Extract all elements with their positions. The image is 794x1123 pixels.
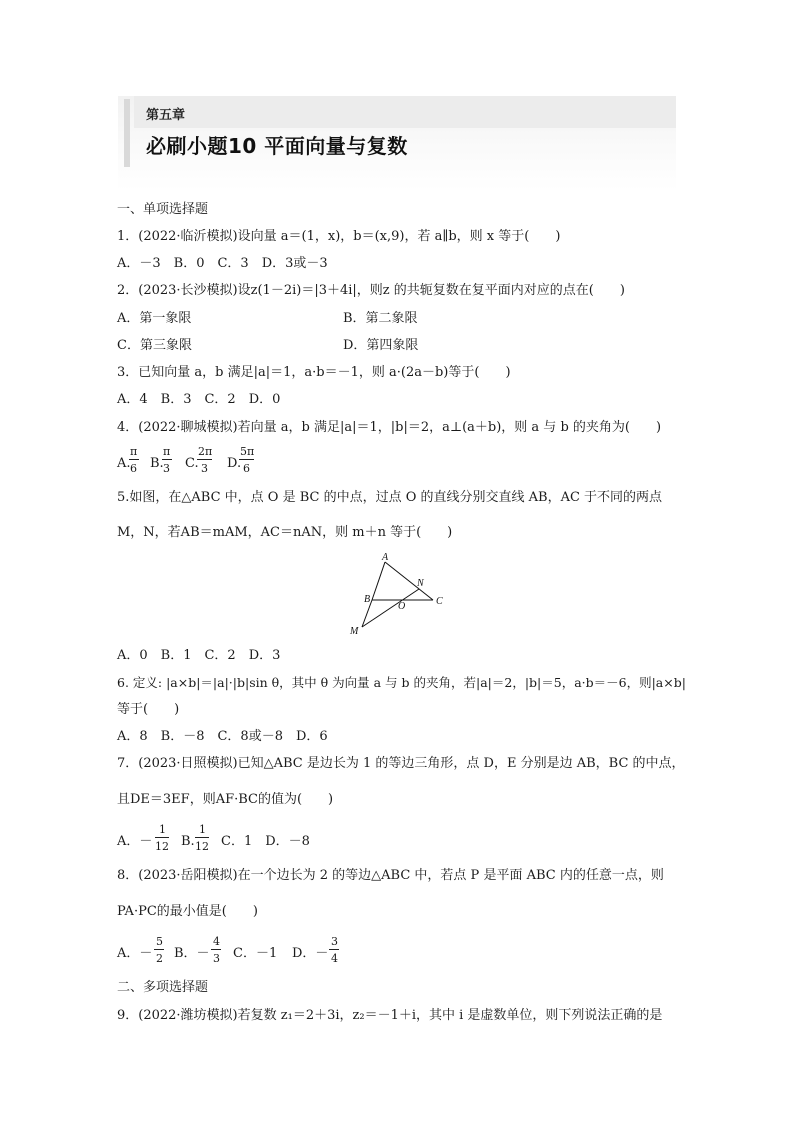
segment-AB (372, 562, 385, 600)
question-4-stem: 4．(2022·聊城模拟)若向量 a，b 满足|a|＝1，|b|＝2，a⊥(a＋b)，则 a 与 b 的夹角为( ) (117, 420, 662, 435)
q8-option-b-numerator: 4 (213, 935, 220, 948)
chapter-label: 第五章 (146, 108, 186, 123)
q4-option-c-denominator: 3 (201, 462, 208, 475)
fraction-bar (239, 459, 254, 460)
q7-options-c-d: C．1 D．－8 (221, 834, 310, 849)
q8-option-a-label: A．－ (117, 946, 153, 961)
label-B: B (364, 594, 371, 605)
q8-option-d-numerator: 3 (331, 935, 338, 948)
question-6-options: A．8 B．－8 C．8或－8 D．6 (117, 729, 328, 744)
fraction-bar (329, 949, 339, 950)
q4-option-d-label: D. (227, 456, 242, 471)
q7-option-b-denominator: 12 (195, 840, 209, 853)
fraction-bar (197, 459, 212, 460)
question-2-option-c: C．第三象限 (117, 338, 192, 353)
segment-AC (385, 562, 433, 600)
q8-option-c: C．－1 (233, 946, 278, 961)
question-7-stem-line1: 7．(2023·日照模拟)已知△ABC 是边长为 1 的等边三角形，点 D，E 分别是边 AB，BC 的中点， (117, 756, 685, 771)
question-5-options: A．0 B．1 C．2 D．3 (117, 648, 281, 663)
question-6-stem-line2: 等于( ) (117, 702, 180, 717)
header-chapter-strip (134, 96, 676, 128)
question-9-stem: 9．(2022·潍坊模拟)若复数 z₁＝2＋3i，z₂＝－1＋i，其中 i 是虚数单位，则下列说法正确的是 (117, 1008, 663, 1023)
fraction-bar (155, 837, 169, 838)
q7-option-a-denominator: 12 (155, 840, 169, 853)
label-C: C (436, 596, 443, 607)
segment-MN (362, 589, 419, 627)
fraction-bar (154, 949, 164, 950)
q4-option-b-denominator: 3 (163, 462, 170, 475)
fraction-bar (211, 949, 221, 950)
q4-option-b-numerator: π (163, 445, 171, 458)
q7-option-b-label: B. (181, 834, 195, 849)
label-O: O (398, 601, 406, 612)
question-2-stem: 2．(2023·长沙模拟)设z(1－2i)＝|3＋4i|，则z 的共轭复数在复平面内对应的点在( ) (117, 283, 625, 298)
question-3-stem: 3．已知向量 a，b 满足|a|＝1，a·b＝－1，则 a·(2a－b)等于( ) (117, 365, 511, 380)
fraction-bar (195, 837, 209, 838)
label-A: A (382, 552, 389, 563)
fraction-bar (162, 459, 172, 460)
question-2-option-b: B．第二象限 (343, 311, 418, 326)
label-N: N (417, 578, 424, 589)
page-title: 必刷小题10 平面向量与复数 (146, 134, 408, 158)
label-M: M (350, 626, 359, 637)
q7-option-b-numerator: 1 (199, 823, 206, 836)
question-8-stem-line1: 8．(2023·岳阳模拟)在一个边长为 2 的等边△ABC 中，若点 P 是平面 ABC 内的任意一点，则 (117, 868, 664, 883)
q4-option-a-numerator: π (130, 445, 138, 458)
question-3-options: A．4 B．3 C．2 D．0 (117, 392, 281, 407)
q8-option-a-numerator: 5 (156, 935, 163, 948)
question-1-stem: 1．(2022·临沂模拟)设向量 a＝(1，x)，b＝(x,9)，若 a∥b，则 x 等于( ) (117, 229, 561, 244)
q8-option-a-denominator: 2 (156, 952, 163, 965)
q4-option-d-numerator: 5π (240, 445, 255, 458)
q4-option-c-numerator: 2π (198, 445, 213, 458)
q8-option-b-denominator: 3 (213, 952, 220, 965)
header-accent-bar (124, 99, 130, 167)
section-heading-multi-choice: 二、多项选择题 (117, 980, 209, 995)
question-8-stem-line2: PA·PC的最小值是( ) (117, 904, 258, 919)
question-1-options: A．－3 B．0 C．3 D．3或－3 (117, 256, 328, 271)
q4-option-a-label: A. (117, 456, 131, 471)
q4-option-a-denominator: 6 (130, 462, 137, 475)
q8-option-d-denominator: 4 (331, 952, 338, 965)
question-5-stem-line1: 5.如图，在△ABC 中，点 O 是 BC 的中点，过点 O 的直线分别交直线 AB，AC 于不同的两点 (117, 490, 663, 505)
fraction-bar (129, 459, 139, 460)
q8-option-b-label: B．－ (174, 946, 210, 961)
q7-option-a-label: A．－ (117, 834, 153, 849)
question-6-stem-line1: 6. 定义: |a×b|＝|a|·|b|sin θ，其中 θ 为向量 a 与 b 的夹角，若|a|＝2，|b|＝5，a·b＝－6，则|a×b| (117, 675, 686, 690)
question-5-stem-line2: M，N，若AB＝mAM，AC＝nAN，则 m＋n 等于( ) (117, 525, 453, 540)
q4-option-b-label: B. (150, 456, 164, 471)
q8-option-d-label: D．－ (292, 946, 329, 961)
q4-option-c-label: C. (185, 456, 199, 471)
section-heading-single-choice: 一、单项选择题 (117, 202, 209, 217)
q4-option-d-denominator: 6 (243, 462, 250, 475)
q7-option-a-numerator: 1 (159, 823, 166, 836)
question-7-stem-line2: 且DE＝3EF，则AF·BC的值为( ) (117, 792, 334, 807)
triangle-figure (340, 550, 460, 642)
question-2-option-d: D．第四象限 (343, 338, 419, 353)
question-2-option-a: A．第一象限 (117, 311, 192, 326)
